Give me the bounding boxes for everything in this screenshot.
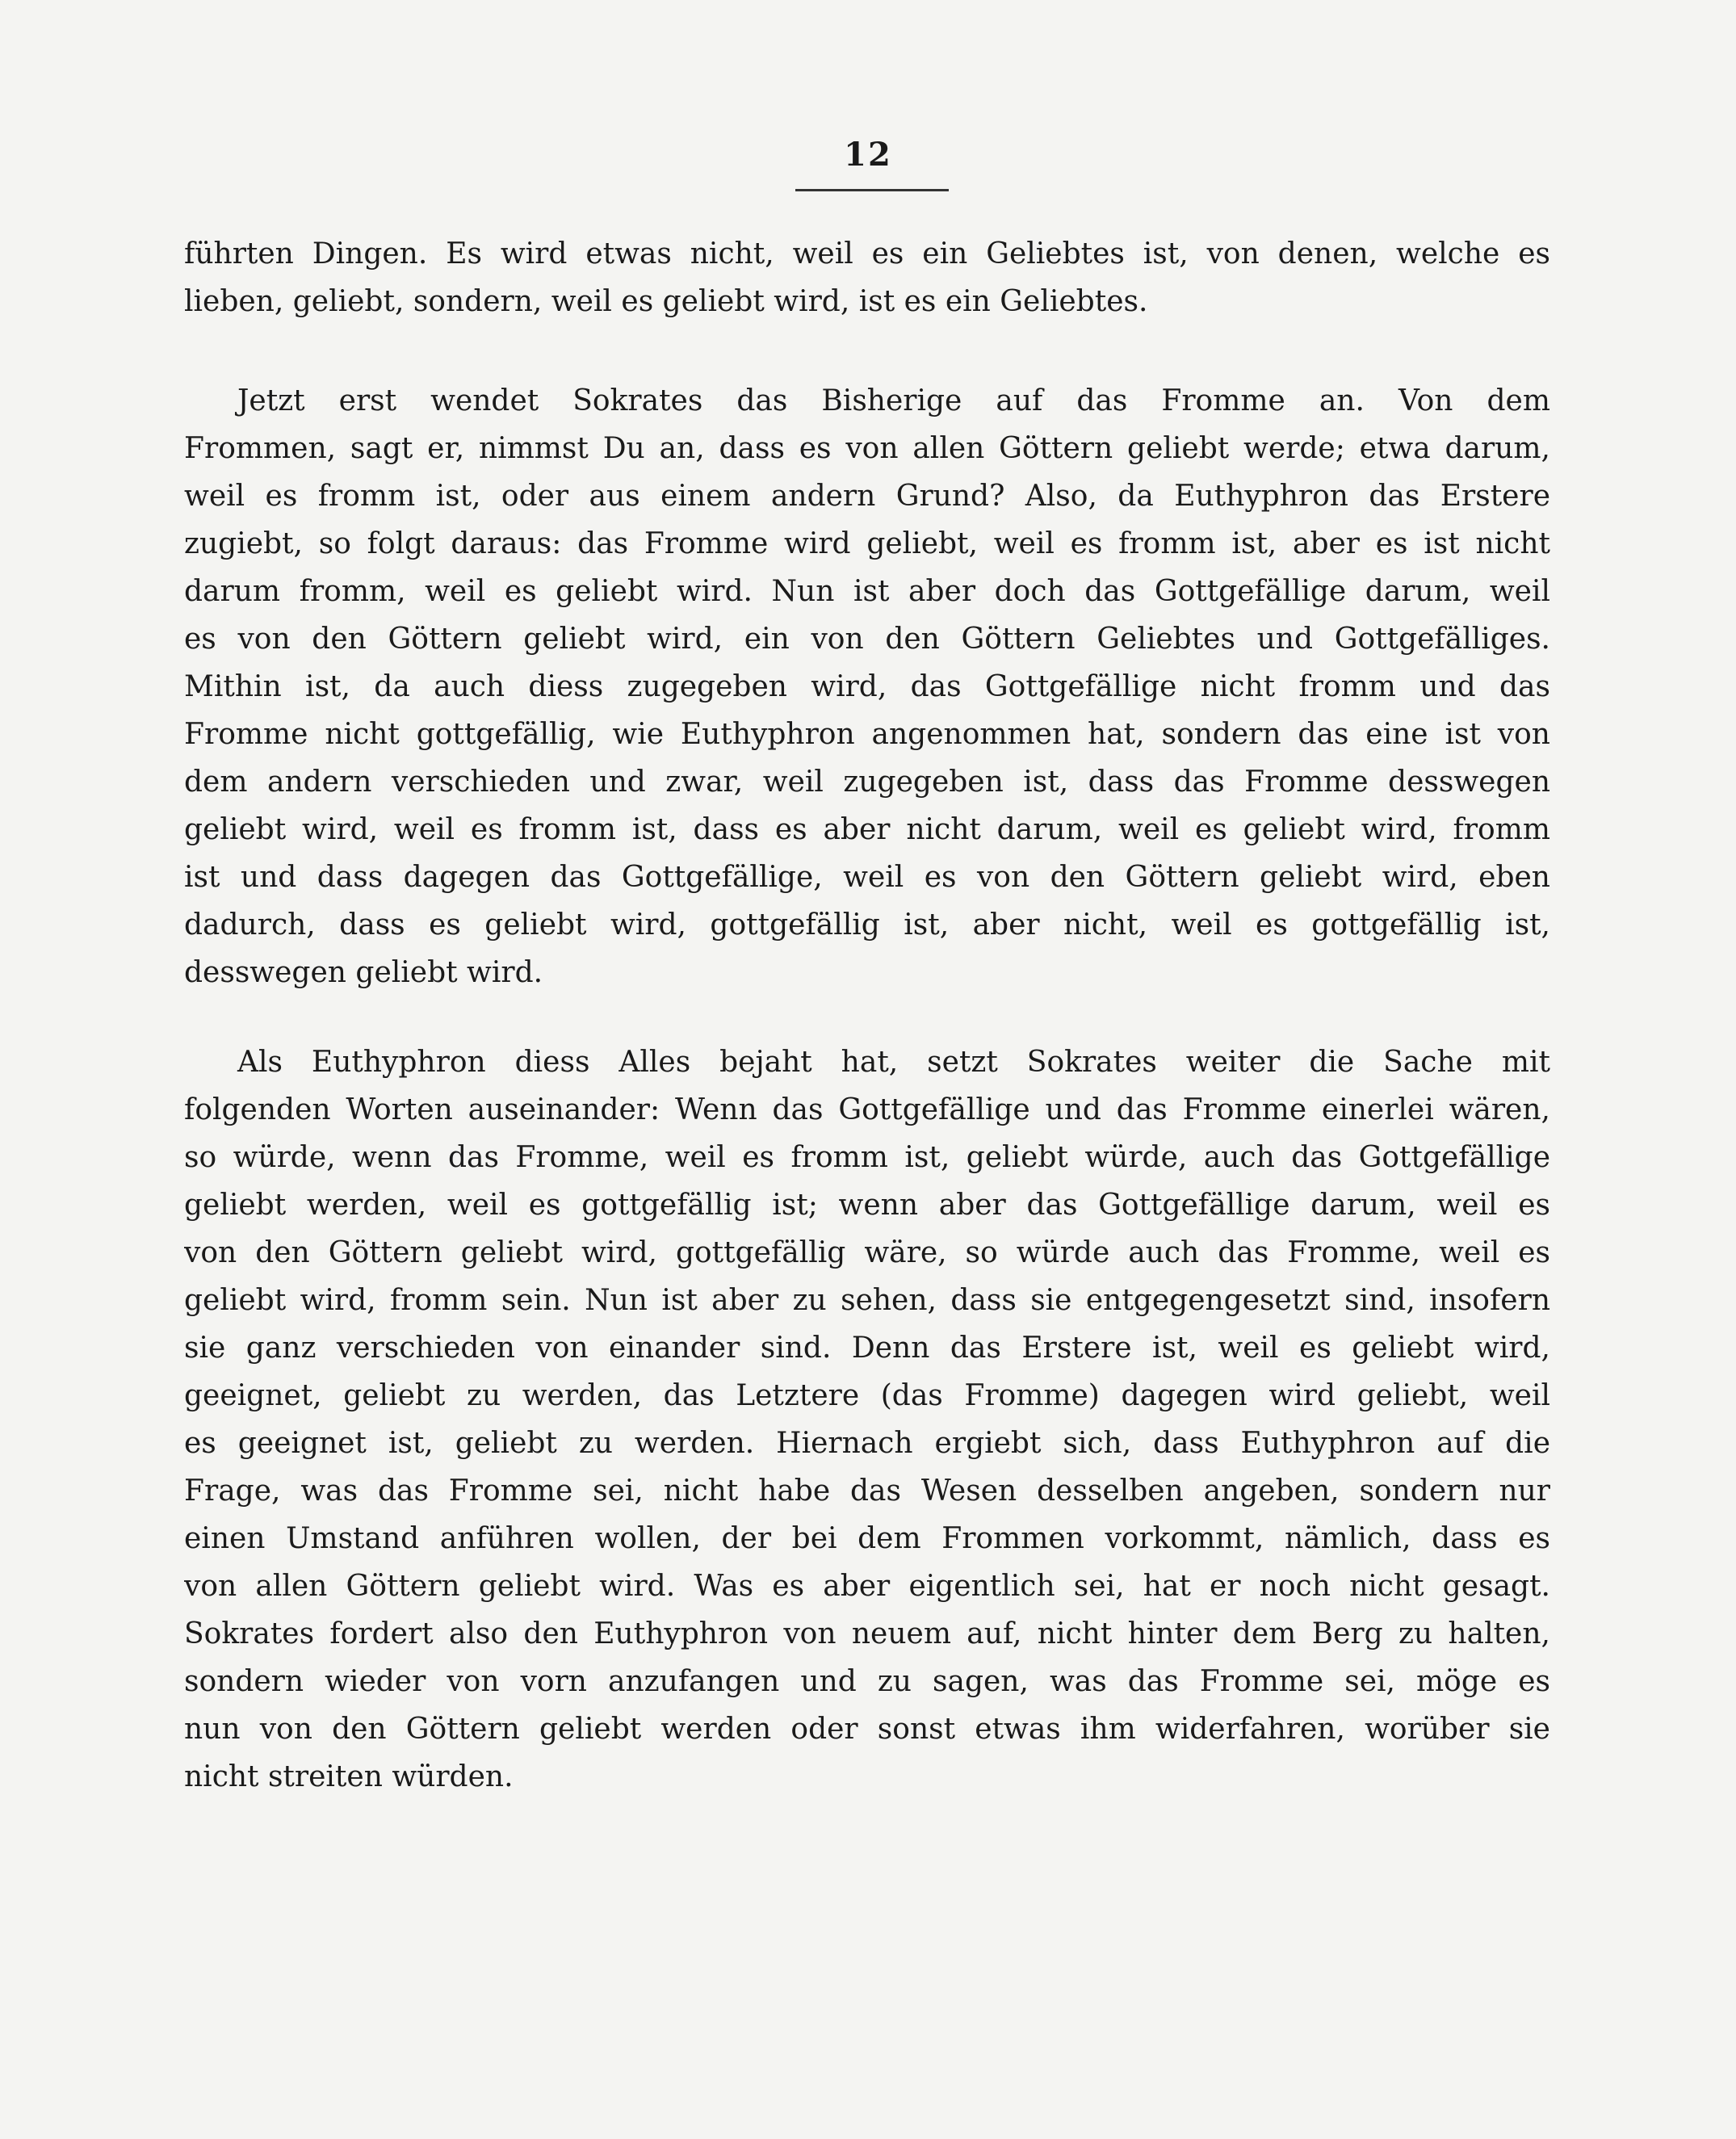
page-number-rule	[795, 189, 949, 191]
text-line: Frage, was das Fromme sei, nicht habe das Wesen desselben angeben, sondern nur	[184, 1474, 1550, 1508]
text-line: weil es fromm ist, oder aus einem andern Grund? Also, da Euthyphron das Erstere	[184, 480, 1550, 513]
text-line: führten Dingen. Es wird etwas nicht, weil es ein Geliebtes ist, von denen, welche es	[184, 237, 1550, 271]
paragraph-2	[184, 377, 1550, 996]
text-line: darum fromm, weil es geliebt wird. Nun ist aber doch das Gottgefällige darum, weil	[184, 575, 1550, 608]
paragraph-3	[184, 1038, 1550, 1801]
text-line: nicht streiten würden.	[184, 1760, 514, 1793]
text-line: desswegen geliebt wird.	[184, 956, 543, 989]
text-line: geliebt wird, weil es fromm ist, dass es aber nicht darum, weil es geliebt wird, fromm	[184, 813, 1550, 846]
text-line: zugiebt, so folgt daraus: das Fromme wird geliebt, weil es fromm ist, aber es ist nicht	[184, 527, 1550, 560]
text-line: lieben, geliebt, sondern, weil es geliebt wird, ist es ein Geliebtes.	[184, 285, 1148, 318]
text-line: dadurch, dass es geliebt wird, gottgefällig ist, aber nicht, weil es gottgefällig ist,	[184, 908, 1550, 942]
text-line: so würde, wenn das Fromme, weil es fromm ist, geliebt würde, auch das Gottgefällige	[184, 1141, 1550, 1174]
text-line: geliebt wird, fromm sein. Nun ist aber zu sehen, dass sie entgegengesetzt sind, insofern	[184, 1284, 1550, 1317]
text-line: folgenden Worten auseinander: Wenn das Gottgefällige und das Fromme einerlei wären,	[184, 1093, 1550, 1126]
text-line: Fromme nicht gottgefällig, wie Euthyphron angenommen hat, sondern das eine ist von	[184, 718, 1550, 751]
text-line: von allen Göttern geliebt wird. Was es aber eigentlich sei, hat er noch nicht gesagt.	[184, 1570, 1550, 1603]
text-line: geliebt werden, weil es gottgefällig ist; wenn aber das Gottgefällige darum, weil es	[184, 1189, 1550, 1222]
text-line: es von den Göttern geliebt wird, ein von den Göttern Geliebtes und Gottgefälliges.	[184, 623, 1550, 656]
text-line: Frommen, sagt er, nimmst Du an, dass es von allen Göttern geliebt werde; etwa darum,	[184, 432, 1550, 465]
text-line: sie ganz verschieden von einander sind. Denn das Erstere ist, weil es geliebt wird,	[184, 1332, 1550, 1365]
text-line: Mithin ist, da auch diess zugegeben wird, das Gottgefällige nicht fromm und das	[184, 670, 1550, 703]
text-line: einen Umstand anführen wollen, der bei dem Frommen vorkommt, nämlich, dass es	[184, 1522, 1550, 1555]
text-line: es geeignet ist, geliebt zu werden. Hiernach ergiebt sich, dass Euthyphron auf die	[184, 1427, 1550, 1460]
text-line: Jetzt erst wendet Sokrates das Bisherige auf das Fromme an. Von dem	[237, 384, 1550, 417]
text-line: Sokrates fordert also den Euthyphron von neuem auf, nicht hinter dem Berg zu halten,	[184, 1617, 1550, 1650]
paragraph-1	[184, 230, 1550, 325]
page-number: 12	[844, 136, 892, 174]
text-line: von den Göttern geliebt wird, gottgefällig wäre, so würde auch das Fromme, weil es	[184, 1236, 1550, 1269]
text-line: ist und dass dagegen das Gottgefällige, weil es von den Göttern geliebt wird, eben	[184, 861, 1550, 894]
text-line: dem andern verschieden und zwar, weil zugegeben ist, dass das Fromme desswegen	[184, 765, 1550, 799]
text-line: sondern wieder von vorn anzufangen und zu sagen, was das Fromme sei, möge es	[184, 1665, 1550, 1698]
text-line: Als Euthyphron diess Alles bejaht hat, setzt Sokrates weiter die Sache mit	[237, 1046, 1550, 1079]
text-line: nun von den Göttern geliebt werden oder sonst etwas ihm widerfahren, worüber sie	[184, 1713, 1550, 1746]
text-line: geeignet, geliebt zu werden, das Letztere (das Fromme) dagegen wird geliebt, weil	[184, 1379, 1550, 1412]
